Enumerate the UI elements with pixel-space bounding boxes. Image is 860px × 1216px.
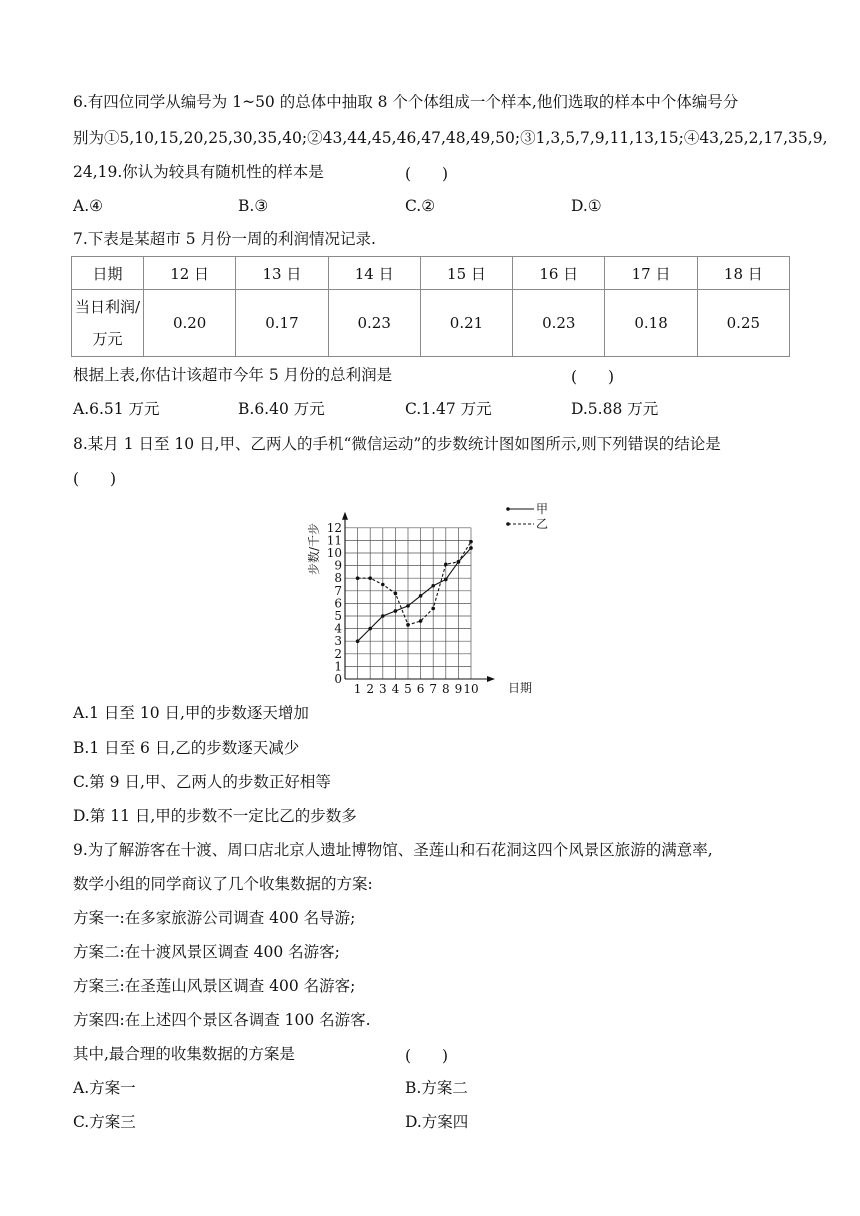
data-point xyxy=(406,604,410,608)
legend-label: 甲 xyxy=(536,502,549,516)
q6-answer-paren: ( ) xyxy=(405,165,449,183)
table-date-cell: 18 日 xyxy=(697,257,789,290)
q9-plan-2: 方案二:在十渡风景区调查 400 名游客; xyxy=(73,943,340,961)
x-tick-label: 4 xyxy=(391,682,400,696)
table-value-cell: 0.18 xyxy=(605,290,697,357)
profit-table-header-row xyxy=(72,257,790,290)
table-date-cell: 15 日 xyxy=(420,257,512,290)
x-tick-label: 3 xyxy=(378,682,387,696)
data-point xyxy=(381,583,385,587)
y-axis-arrow xyxy=(342,512,348,520)
data-point xyxy=(406,623,410,627)
data-point xyxy=(419,594,423,598)
q9-question: 其中,最合理的收集数据的方案是 xyxy=(73,1045,295,1063)
x-tick-label: 1 xyxy=(353,682,362,696)
table-value-cell: 0.25 xyxy=(697,290,789,357)
chart-legend xyxy=(506,502,548,531)
q6-option-c: C.② xyxy=(405,197,436,215)
data-point xyxy=(469,546,473,550)
q7-option-b: B.6.40 万元 xyxy=(238,400,325,418)
y-tick-label: 11 xyxy=(326,533,342,548)
q9-plan-1: 方案一:在多家旅游公司调查 400 名导游; xyxy=(73,909,356,927)
table-value-cell: 0.20 xyxy=(144,290,236,357)
row-label-line1: 当日利润/ xyxy=(74,298,141,316)
chart-grid xyxy=(345,528,471,679)
q7-option-d: D.5.88 万元 xyxy=(571,400,659,418)
table-value-cell: 0.23 xyxy=(513,290,605,357)
q9-option-d: D.方案四 xyxy=(405,1113,469,1131)
table-row-label xyxy=(72,290,144,357)
y-tick-label: 5 xyxy=(334,609,342,623)
data-point xyxy=(381,614,385,618)
table-date-cell: 17 日 xyxy=(605,257,697,290)
data-point xyxy=(469,540,473,544)
x-tick-label: 2 xyxy=(366,682,375,696)
x-tick-label: 5 xyxy=(404,682,412,696)
data-point xyxy=(394,609,398,613)
q9-stem-line1: 9.为了解游客在十渡、周口店北京人遗址博物馆、圣莲山和石花洞这四个风景区旅游的满意率, xyxy=(73,841,713,859)
y-tick-label: 0 xyxy=(334,672,342,686)
legend-marker xyxy=(506,507,510,511)
q6-stem-line1: 6.有四位同学从编号为 1~50 的总体中抽取 8 个个体组成一个样本,他们选取的样本中个体编号分 xyxy=(73,93,739,111)
x-axis-label: 日期 xyxy=(508,681,533,695)
x-tick-label: 9 xyxy=(454,682,463,696)
q7-option-a: A.6.51 万元 xyxy=(73,400,160,418)
table-date-cell: 14 日 xyxy=(328,257,420,290)
y-tick-label: 3 xyxy=(334,634,342,649)
y-tick-label: 6 xyxy=(334,596,342,611)
data-point xyxy=(368,627,372,631)
q6-stem-line3: 24,19.你认为较具有随机性的样本是 xyxy=(73,163,324,181)
data-point xyxy=(394,592,398,596)
y-tick-label: 1 xyxy=(334,659,342,674)
data-point xyxy=(444,578,448,582)
data-point xyxy=(431,584,435,588)
table-value-cell: 0.23 xyxy=(328,290,420,357)
data-point xyxy=(444,563,448,567)
q8-option-a: A.1 日至 10 日,甲的步数逐天增加 xyxy=(73,704,309,722)
q6-option-b: B.③ xyxy=(238,197,269,215)
table-date-cell: 12 日 xyxy=(144,257,236,290)
table-header-cell: 日期 xyxy=(72,257,144,290)
profit-table xyxy=(71,256,790,357)
q8-option-d: D.第 11 日,甲的步数不一定比乙的步数多 xyxy=(73,807,357,825)
data-point xyxy=(356,576,360,580)
legend-label: 乙 xyxy=(536,517,549,531)
x-axis-arrow xyxy=(487,676,495,682)
series-line-1 xyxy=(358,548,471,641)
q7-stem: 7.下表是某超市 5 月份一周的利润情况记录. xyxy=(73,230,376,248)
x-tick-label: 8 xyxy=(441,682,450,696)
q8-answer-paren: ( ) xyxy=(73,470,117,488)
q9-stem-line2: 数学小组的同学商议了几个收集数据的方案: xyxy=(73,875,373,893)
y-tick-label: 2 xyxy=(334,646,342,661)
q9-plan-3: 方案三:在圣莲山风景区调查 400 名游客; xyxy=(73,977,356,995)
table-date-cell: 13 日 xyxy=(236,257,328,290)
series-line-2 xyxy=(358,542,471,625)
q9-plan-4: 方案四:在上述四个景区各调查 100 名游客. xyxy=(73,1011,371,1029)
step-count-line-chart xyxy=(296,494,566,698)
x-tick-label: 10 xyxy=(463,682,479,696)
x-tick-label: 7 xyxy=(429,682,438,696)
q7-question: 根据上表,你估计该超市今年 5 月份的总利润是 xyxy=(73,366,393,384)
profit-table-value-row xyxy=(72,290,790,357)
data-point xyxy=(419,619,423,623)
q7-option-c: C.1.47 万元 xyxy=(405,400,492,418)
q6-option-d: D.① xyxy=(571,197,602,215)
q6-option-a: A.④ xyxy=(73,197,104,215)
q8-stem: 8.某月 1 日至 10 日,甲、乙两人的手机“微信运动”的步数统计图如图所示,则下列错误的结论是 xyxy=(73,435,721,453)
q9-option-b: B.方案二 xyxy=(405,1079,468,1097)
row-label-line2: 万元 xyxy=(92,330,123,348)
q6-stem-line2: 别为①5,10,15,20,25,30,35,40;②43,44,45,46,47,48,49,50;③1,3,5,7,9,11,13,15;④43,25,2,17,35,9, xyxy=(73,129,828,147)
y-tick-label: 4 xyxy=(334,621,342,636)
data-point xyxy=(368,576,372,580)
y-axis-label: 步数/千步 xyxy=(307,522,321,576)
q8-option-b: B.1 日至 6 日,乙的步数逐天减少 xyxy=(73,739,300,757)
data-point xyxy=(356,639,360,643)
q9-option-c: C.方案三 xyxy=(73,1113,136,1131)
y-tick-label: 12 xyxy=(326,520,342,535)
x-tick-label: 6 xyxy=(416,682,425,696)
y-tick-label: 7 xyxy=(334,583,342,598)
y-tick-label: 10 xyxy=(326,546,342,560)
y-tick-label: 8 xyxy=(334,571,342,586)
table-value-cell: 0.21 xyxy=(420,290,512,357)
table-date-cell: 16 日 xyxy=(513,257,605,290)
data-point xyxy=(457,560,461,564)
y-tick-label: 9 xyxy=(334,558,342,573)
q7-answer-paren: ( ) xyxy=(571,368,615,386)
q8-option-c: C.第 9 日,甲、乙两人的步数正好相等 xyxy=(73,773,331,791)
legend-marker xyxy=(506,522,510,526)
chart-series xyxy=(356,540,473,643)
q9-answer-paren: ( ) xyxy=(405,1047,449,1065)
table-value-cell: 0.17 xyxy=(236,290,328,357)
q9-option-a: A.方案一 xyxy=(73,1079,136,1097)
data-point xyxy=(431,607,435,611)
